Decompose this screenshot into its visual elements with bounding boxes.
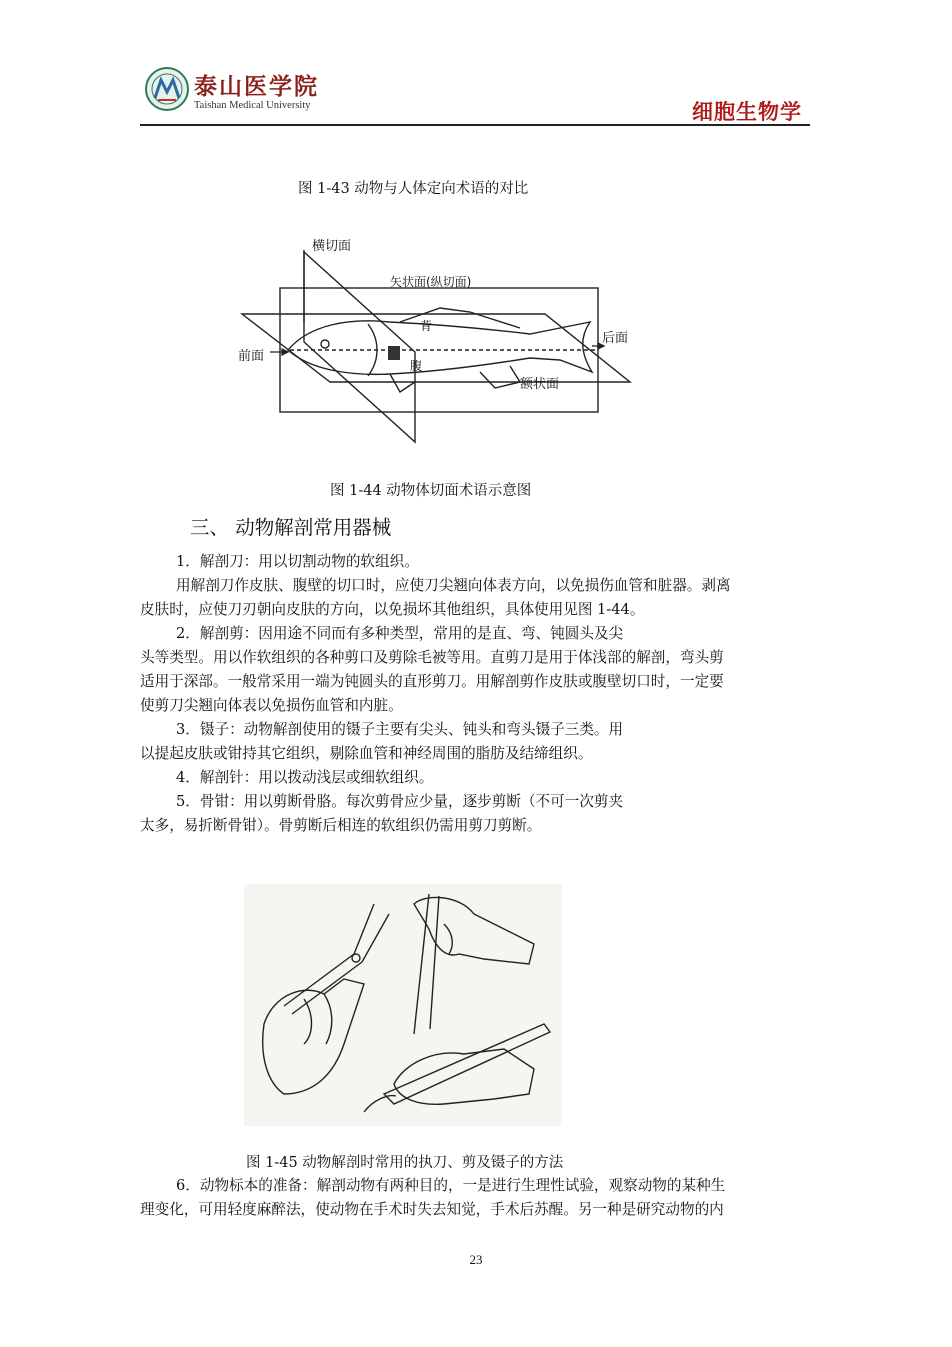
label-sagittal-plane: 矢状面(纵切面) — [390, 275, 472, 289]
university-emblem-icon — [144, 66, 190, 112]
paragraph-line: 4．解剖针：用以拨动浅层或细软组织。 — [176, 769, 434, 786]
paragraph-line: 用解剖刀作皮肤、腹壁的切口时，应使刀尖翘向体表方向，以免损伤血管和脏器。剥离 — [176, 577, 731, 594]
paragraph-line: 头等类型。用以作软组织的各种剪口及剪除毛被等用。直剪刀是用于体浅部的解剖，弯头剪 — [140, 649, 724, 666]
page-header — [140, 62, 810, 126]
label-ventral: 腹 — [410, 359, 423, 373]
paragraph-line: 以提起皮肤或钳持其它组织，剔除血管和神经周围的脂肪及结缔组织。 — [140, 745, 593, 762]
paragraph-line: 适用于深部。一般常采用一端为钝圆头的直形剪刀。用解剖剪作皮肤或腹壁切口时，一定要 — [140, 673, 724, 690]
logo-english-name: Taishan Medical University — [194, 100, 311, 111]
paragraph-line: 使剪刀尖翘向体表以免损伤血管和内脏。 — [140, 697, 403, 714]
figure-caption-1-44: 图 1-44 动物体切面术语示意图 — [330, 483, 532, 499]
body-text-bottom — [140, 1174, 810, 1222]
fish-section-diagram — [230, 232, 640, 460]
paragraph-line: 3．镊子：动物解剖使用的镊子主要有尖头、钝头和弯头镊子三类。用 — [176, 721, 624, 738]
label-cross-section: 横切面 — [312, 239, 352, 254]
label-frontal-plane: 额状面 — [520, 377, 560, 392]
paragraph-line: 6．动物标本的准备：解剖动物有两种目的，一是进行生理性试验，观察动物的某种生 — [176, 1177, 726, 1194]
section-heading: 三、 动物解剖常用器械 — [190, 516, 392, 539]
figure-caption-1-43: 图 1-43 动物与人体定向术语的对比 — [298, 181, 529, 197]
label-dorsal: 背 — [420, 319, 433, 333]
paragraph-line: 理变化，可用轻度麻醉法，使动物在手术时失去知觉，手术后苏醒。另一种是研究动物的内 — [140, 1201, 724, 1218]
label-posterior: 后面 — [602, 331, 629, 346]
paragraph-line: 太多，易折断骨钳）。骨剪断后相连的软组织仍需用剪刀剪断。 — [140, 817, 542, 834]
body-text — [140, 550, 810, 838]
paragraph-line: 5．骨钳：用以剪断骨胳。每次剪骨应少量，逐步剪断（不可一次剪夹 — [176, 793, 624, 810]
page-number: 23 — [469, 1252, 483, 1267]
instrument-handling-illustration — [244, 884, 562, 1126]
label-anterior: 前面 — [238, 349, 265, 364]
university-logo — [140, 62, 330, 120]
paragraph-line: 1．解剖刀：用以切割动物的软组织。 — [176, 553, 419, 570]
logo-chinese-name: 泰山医学院 — [194, 73, 319, 100]
paragraph-line: 皮肤时，应使刀刃朝向皮肤的方向，以免损坏其他组织，具体使用见图 1-44。 — [140, 601, 645, 618]
subject-title: 细胞生物学 — [692, 100, 802, 124]
paragraph-line: 2．解剖剪：因用途不同而有多种类型，常用的是直、弯、钝圆头及尖 — [176, 625, 624, 642]
figure-caption-1-45: 图 1-45 动物解剖时常用的执刀、剪及镊子的方法 — [246, 1155, 564, 1171]
